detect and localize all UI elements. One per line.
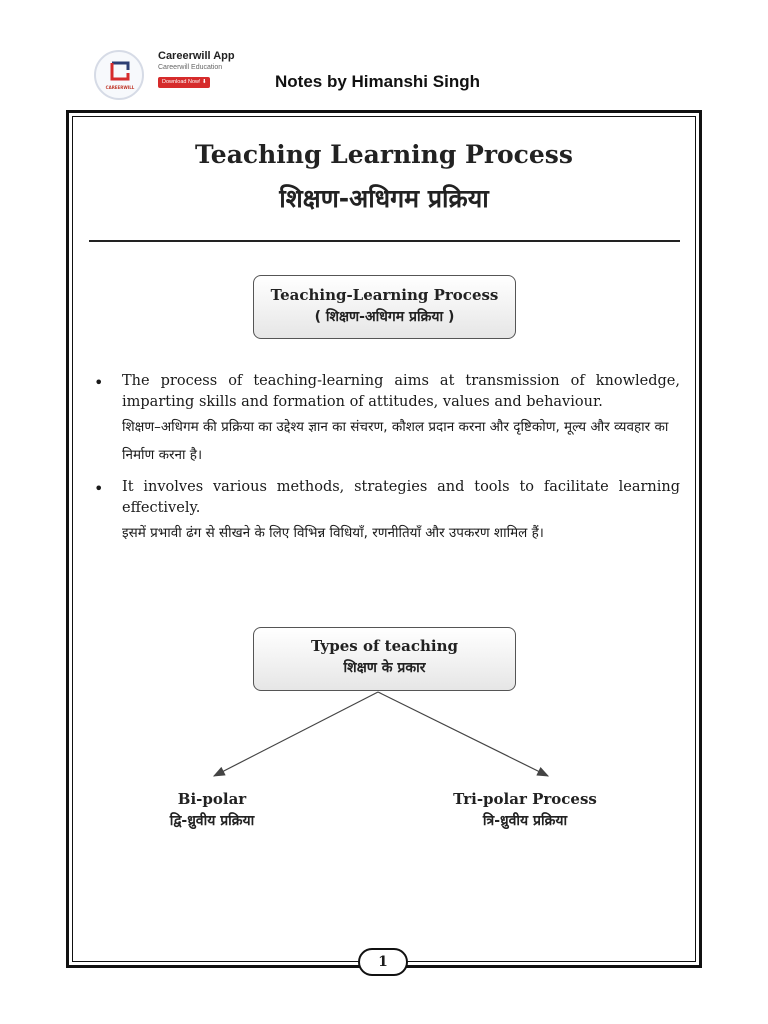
app-name: Careerwill App (158, 50, 235, 62)
type-label-hindi: द्वि-ध्रुवीय प्रक्रिया (169, 813, 255, 829)
type-label-english: Tri-polar Process (453, 790, 597, 808)
bullet-icon: • (94, 479, 104, 498)
page-title-english: Teaching Learning Process (195, 140, 573, 169)
bullet-icon: • (94, 373, 104, 392)
concept-box-english: Types of teaching (311, 637, 458, 655)
concept-box-hindi: शिक्षण के प्रकार (343, 660, 426, 676)
type-label-hindi: त्रि-ध्रुवीय प्रक्रिया (482, 813, 568, 829)
download-button[interactable]: Download Now! ⬇ (158, 77, 210, 88)
type-node-bipolar (112, 788, 312, 832)
concept-box-english: Teaching-Learning Process (270, 286, 499, 304)
arrow-to-bipolar (214, 692, 378, 776)
bullet-text-english: It involves various methods, strategies and tools to facilitate learning effectively. (122, 479, 680, 516)
arrow-to-tripolar (378, 692, 548, 776)
concept-box-hindi: ( शिक्षण-अधिगम प्रक्रिया ) (314, 309, 455, 325)
logo-text: CAREERWILL (105, 85, 135, 90)
header-title: Notes by Himanshi Singh (275, 72, 480, 91)
bullet-text-hindi: इसमें प्रभावी ढंग से सीखने के लिए विभिन्न विधियाँ, रणनीतियाँ और उपकरण शामिल हैं। (122, 525, 544, 541)
type-label-english: Bi-polar (177, 790, 247, 808)
bullet-text-english: The process of teaching-learning aims at transmission of knowledge, imparting skills and formation of attitudes, values and behaviour. (122, 373, 680, 410)
type-node-tripolar (425, 788, 625, 832)
page-title-hindi: शिक्षण-अधिगम प्रक्रिया (279, 184, 489, 213)
bullet-text-hindi: शिक्षण–अधिगम की प्रक्रिया का उद्देश्य ज्ञान का संचरण, कौशल प्रदान करना और दृष्टिकोण, मूल्य और व्यवहार का निर्माण करना है। (122, 419, 669, 463)
page-number: 1 (358, 948, 408, 976)
app-subtitle: Careerwill Education (158, 64, 223, 71)
